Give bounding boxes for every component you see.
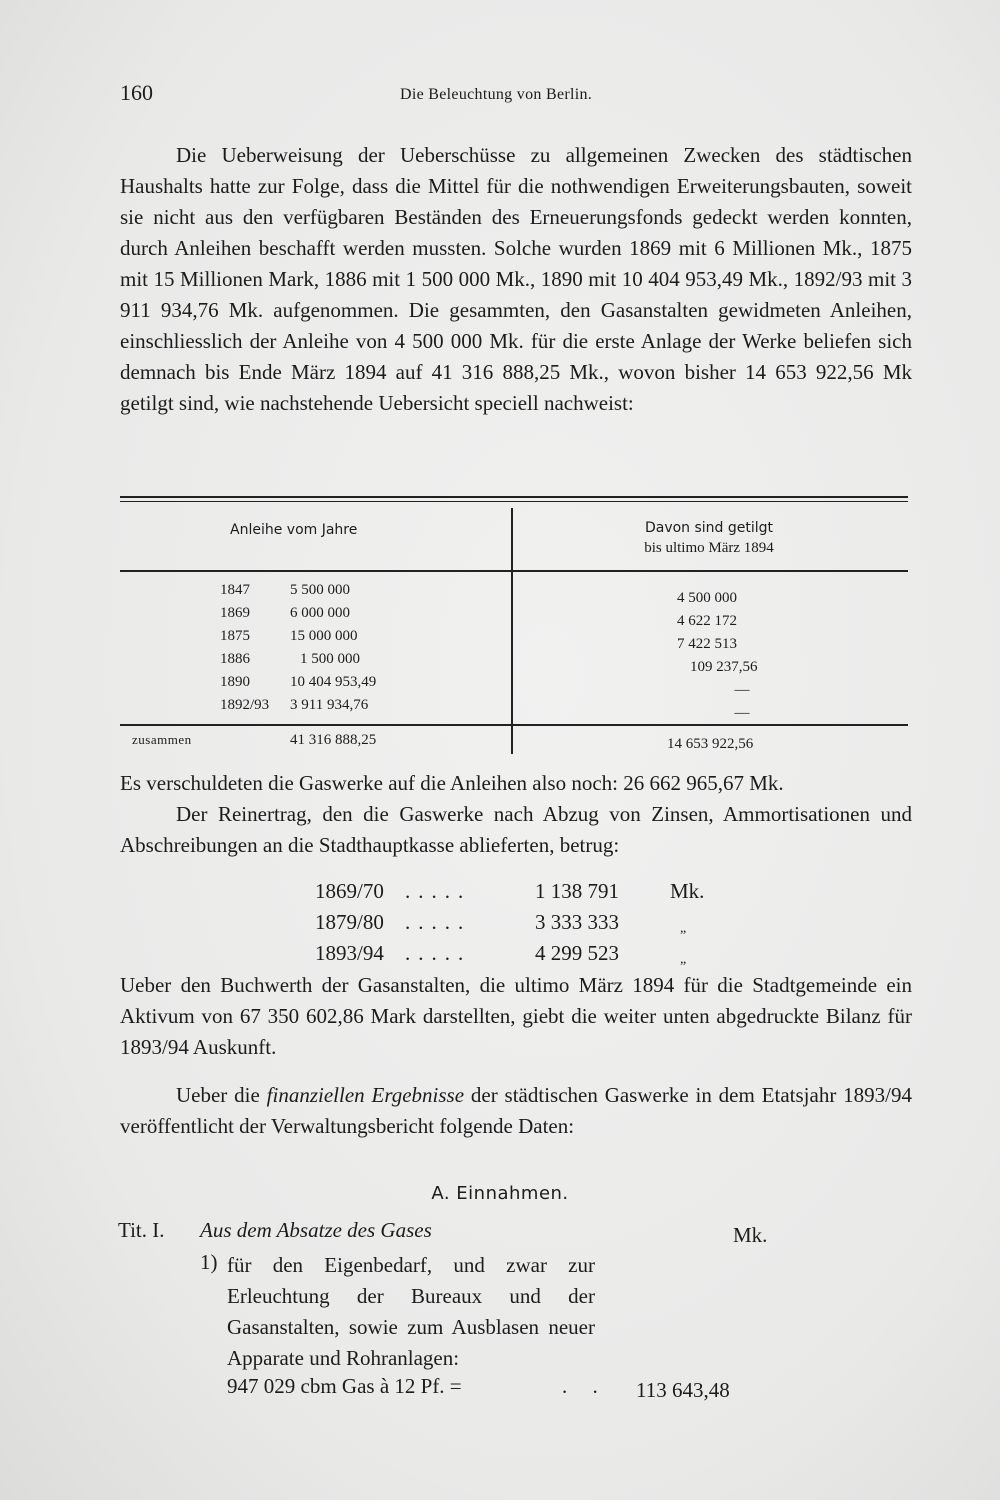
leader-dots: . . [562,1374,608,1398]
header-repaid-date: bis ultimo März 1894 [644,540,774,556]
loan-repaid: — [734,705,750,721]
list-item [315,876,735,907]
section-heading: A. Einnahmen. [431,1183,569,1204]
header-repaid: Davon sind getilgt [644,520,774,536]
revenue-unit: Mk. [670,879,705,903]
ditto-mark: „ [680,921,687,936]
financial-results-emphasis: finanziellen Ergebnisse [266,1083,465,1107]
loan-amount: 1 500 000 [300,651,360,667]
paragraph-book-value: Ueber den Buchwerth der Gasanstalten, die ultimo März 1894 für die Stadtgemeinde ein Aktivum von 67 350 602,86 Mark darstellten, giebt die weiter unten abgedruckte Bilanz für 1893/94 Auskunft. [120,973,912,1059]
header-loan-year: Anleihe vom Jahre [230,522,358,538]
table-column-divider [511,572,513,724]
loan-amount: 5 500 000 [290,582,350,598]
title-heading: Aus dem Absatze des Gases [200,1218,432,1242]
loan-year: 1892/93 [220,697,270,713]
loan-year: 1886 [220,651,250,667]
item-number: 1) [200,1250,218,1274]
loan-repaid: — [734,682,750,698]
paragraph-loans: Die Ueberweisung der Ueberschüsse zu allgemeinen Zwecken des städtischen Haushalts hatte zur Folge, dass die Mittel für die nothwendigen Erweiterungsbauten, soweit sie nicht aus den verfügbaren Beständen des Erneuerungsfonds gedeckt werden konnten, durch Anleihen beschafft werden mussten. Solche wurden 1869 mit 6 Millionen Mk., 1875 mit 15 Millionen Mark, 1886 mit 1 500 000 Mk., 1890 mit 10 404 953,49 Mk., 1892/93 mit 3 911 934,76 Mk. aufgenommen. Die gesammten, den Gasanstalten gewidmeten Anleihen, einschliesslich der Anleihe von 4 500 000 Mk. für die erste Anlage der Werke beliefen sich demnach bis Ende März 1894 auf 41 316 888,25 Mk., wovon bisher 14 653 922,56 Mk getilgt sind, wie nachstehende Uebersicht speciell nachweist: [120,143,912,415]
financial-outro: der städtischen Gaswerke in dem Etatsjahr 1893/94 veröffentlicht der Verwaltungsbericht folgende Daten: [120,1083,912,1138]
loan-year: 1869 [220,605,250,621]
revenue-value: 1 138 791 [535,879,619,903]
loan-amount: 6 000 000 [290,605,350,621]
page-number: 160 [120,80,153,105]
leader-dots: ..... [405,879,472,903]
net-yield-text: Der Reinertrag, den die Gaswerke nach Abzug von Zinsen, Ammortisationen und Abschreibungen an die Stadthauptkasse ablieferten, betrug: [120,802,912,857]
total-repaid: 14 653 922,56 [667,736,754,752]
table-column-divider [511,508,513,570]
revenue-value: 4 299 523 [535,941,619,965]
currency-unit: Mk. [733,1223,768,1247]
leader-dots: ..... [405,941,472,965]
running-head: Die Beleuchtung von Berlin. [400,86,593,103]
revenue-year: 1879/80 [315,910,384,934]
title-number: Tit. I. [118,1218,165,1242]
loan-table [120,496,908,758]
list-item [315,938,735,969]
table-column-divider [511,726,513,754]
loan-year: 1875 [220,628,250,644]
total-amount: 41 316 888,25 [290,732,377,748]
item-amount: 113 643,48 [636,1378,730,1402]
debt-line: Es verschuldeten die Gaswerke auf die Anleihen also noch: 26 662 965,67 Mk. [120,771,784,795]
total-label: zusammen [132,732,192,747]
revenue-year: 1869/70 [315,879,384,903]
financial-intro: Ueber die [176,1083,267,1107]
loan-amount: 10 404 953,49 [290,674,377,690]
table-total-rule [120,724,908,726]
loan-amount: 3 911 934,76 [290,697,369,713]
ditto-mark: „ [680,952,687,967]
item-quantity-line: 947 029 cbm Gas à 12 Pf. = [227,1374,462,1398]
revenue-list [315,876,735,969]
leader-dots: ..... [405,910,472,934]
loan-year: 1847 [220,582,250,598]
revenue-value: 3 333 333 [535,910,619,934]
table-top-rule [120,496,908,502]
loan-year: 1890 [220,674,250,690]
table-header-rule [120,570,908,572]
revenue-year: 1893/94 [315,941,384,965]
loan-amount: 15 000 000 [290,628,358,644]
item-description: für den Eigenbedarf, und zwar zur Erleuchtung der Bureaux und der Gasanstalten, sowie zum Ausblasen neuer Apparate und Rohranlagen: [227,1253,595,1370]
paragraph-debt [120,768,912,861]
loan-repaid: 7 422 513 [677,636,737,652]
loan-repaid: 4 500 000 [677,590,737,606]
paragraph-financial-results [120,1080,912,1142]
loan-repaid: 4 622 172 [677,613,737,629]
list-item [315,907,735,938]
loan-repaid: 109 237,56 [690,659,758,675]
